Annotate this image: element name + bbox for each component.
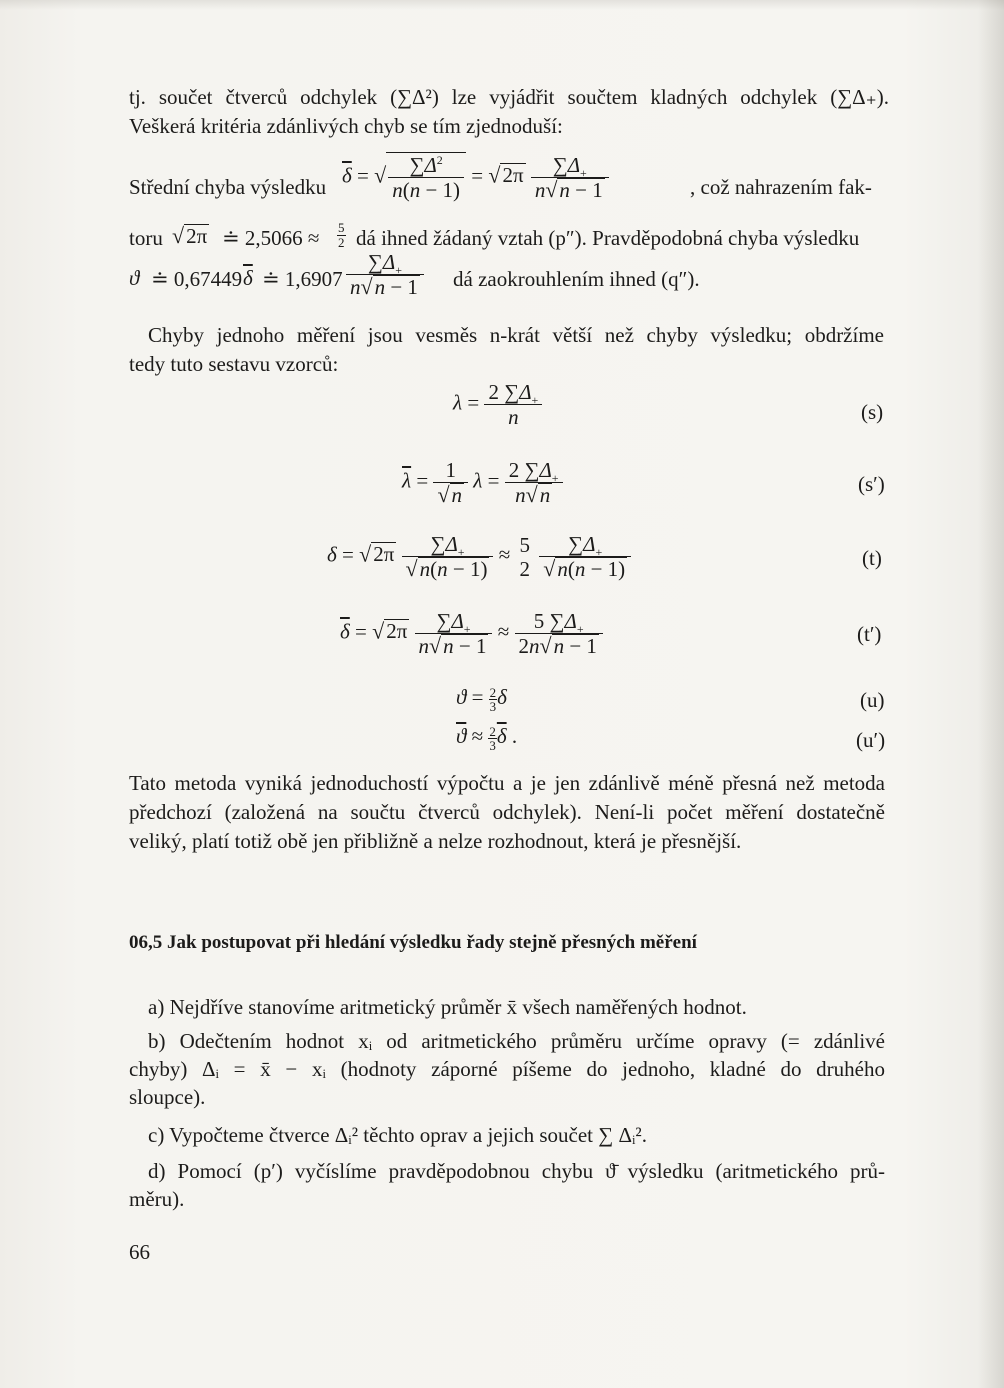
formula-mean-error: $\overline{\delta}$ = √ $\frac{\sum\Delta^2}{n(n - 1)}$ = √2π $\frac{\sum\Delta_+}{n√n - 1}$ xyxy=(342,152,609,202)
text-line: ≐ 0,67449 xyxy=(151,267,243,291)
text-line: dá zaokrouhlením ihned (q″). xyxy=(453,267,700,291)
text-line: Střední chyba výsledku xyxy=(129,175,327,199)
formula-sqrt-2pi: √2π xyxy=(172,223,208,248)
text-line: Veškerá kritéria zdánlivých chyb se tím zjednoduší: xyxy=(129,114,563,138)
equation-label-u: (u) xyxy=(860,688,885,712)
text-line: předchozí (založená na součtu čtverců odchylek). Není-li počet měření dostatečně xyxy=(129,800,885,824)
list-item-d: d) Pomocí (p′) vyčíslíme pravděpodobnou chybu ϑ̄ výsledku (aritmetického prů- xyxy=(148,1159,885,1183)
page-top-shadow xyxy=(0,0,1004,10)
text-line: Tato metoda vyniká jednoduchostí výpočtu a je jen zdánlivě méně přesná než metoda xyxy=(129,771,885,795)
list-item-a: a) Nejdříve stanovíme aritmetický průměr x̄ všech naměřených hodnot. xyxy=(148,995,747,1019)
text-line: veliký, platí totiž obě jen přibližně a nelze rozhodnout, která je přesnější. xyxy=(129,829,742,853)
formula-sum-fraction: $\frac{\sum\Delta_+}{n√n - 1}$ xyxy=(346,250,424,299)
equation-u: ϑ = $\frac{2}{3}$ δ xyxy=(456,684,507,714)
section-heading: 06,5 Jak postupovat při hledání výsledku řady stejně přesných měření xyxy=(129,932,697,953)
equation-label-t: (t) xyxy=(862,546,882,570)
delta-bar-symbol: $\overline{\delta}$ xyxy=(243,266,253,290)
list-item-c: c) Vypočteme čtverce Δᵢ² těchto oprav a jejich součet ∑ Δᵢ². xyxy=(148,1123,647,1147)
text-line: tedy tuto sestavu vzorců: xyxy=(129,352,339,376)
list-item-b: b) Odečtením hodnot xᵢ od aritmetického průměru určíme opravy (= zdánlivé xyxy=(148,1029,885,1053)
text-line: ≐ 2,5066 ≈ xyxy=(222,226,320,250)
text-line: ≐ 1,6907 xyxy=(262,267,343,291)
list-item-b-cont: chyby) Δᵢ = x̄ − xᵢ (hodnoty záporné píšeme do jednoho, kladné do druhého xyxy=(129,1057,885,1081)
list-item-b-cont: sloupce). xyxy=(129,1085,206,1109)
equation-t: δ = √2π $\frac{\sum\Delta_+}{√n(n - 1)}$ ≈ 5 2 $\frac{\sum\Delta_+}{√n(n - 1)}$ xyxy=(327,532,631,581)
equation-s-prime: $\overline{\lambda}$ = $\frac{1}{√n}$ λ = $\frac{2 \sum\Delta_+}{n√n}$ xyxy=(402,458,563,507)
text-line: toru xyxy=(129,226,163,250)
list-item-d-cont: měru). xyxy=(129,1187,185,1211)
text-line: , což nahrazením fak- xyxy=(690,175,872,199)
equation-label-u-prime: (u′) xyxy=(856,728,886,752)
text-line: tj. součet čtverců odchylek (∑Δ²) lze vyjádřit součtem kladných odchylek (∑Δ₊). xyxy=(129,85,889,109)
page-edge-shadow xyxy=(978,0,1004,1388)
text-line: dá ihned žádaný vztah (p″). Pravděpodobná chyba výsledku xyxy=(356,226,860,250)
page-number: 66 xyxy=(129,1240,150,1264)
text-line: Chyby jednoho měření jsou vesměs n-krát větší než chyby výsledku; obdržíme xyxy=(148,323,884,347)
equation-t-prime: $\overline{\delta} = √2\pi$ $\frac{\sum\Delta_+}{n√n - 1}$ ≈ $\frac{5 \sum\Delta_+}{2n√n - 1}$ xyxy=(340,609,603,658)
theta-symbol: ϑ xyxy=(129,266,140,290)
equation-label-s-prime: (s′) xyxy=(858,472,885,496)
formula-five-halves: $\frac{5}{2}$ xyxy=(338,220,345,250)
equation-label-s: (s) xyxy=(861,400,884,424)
equation-u-prime: $\overline{ϑ}$ ≈ $\frac{2}{3}$ $\overline{\delta}$ . xyxy=(456,723,518,753)
equation-label-t-prime: (t′) xyxy=(857,622,882,646)
equation-s: λ = $\frac{2 \sum\Delta_+}{n}$ xyxy=(453,380,542,429)
